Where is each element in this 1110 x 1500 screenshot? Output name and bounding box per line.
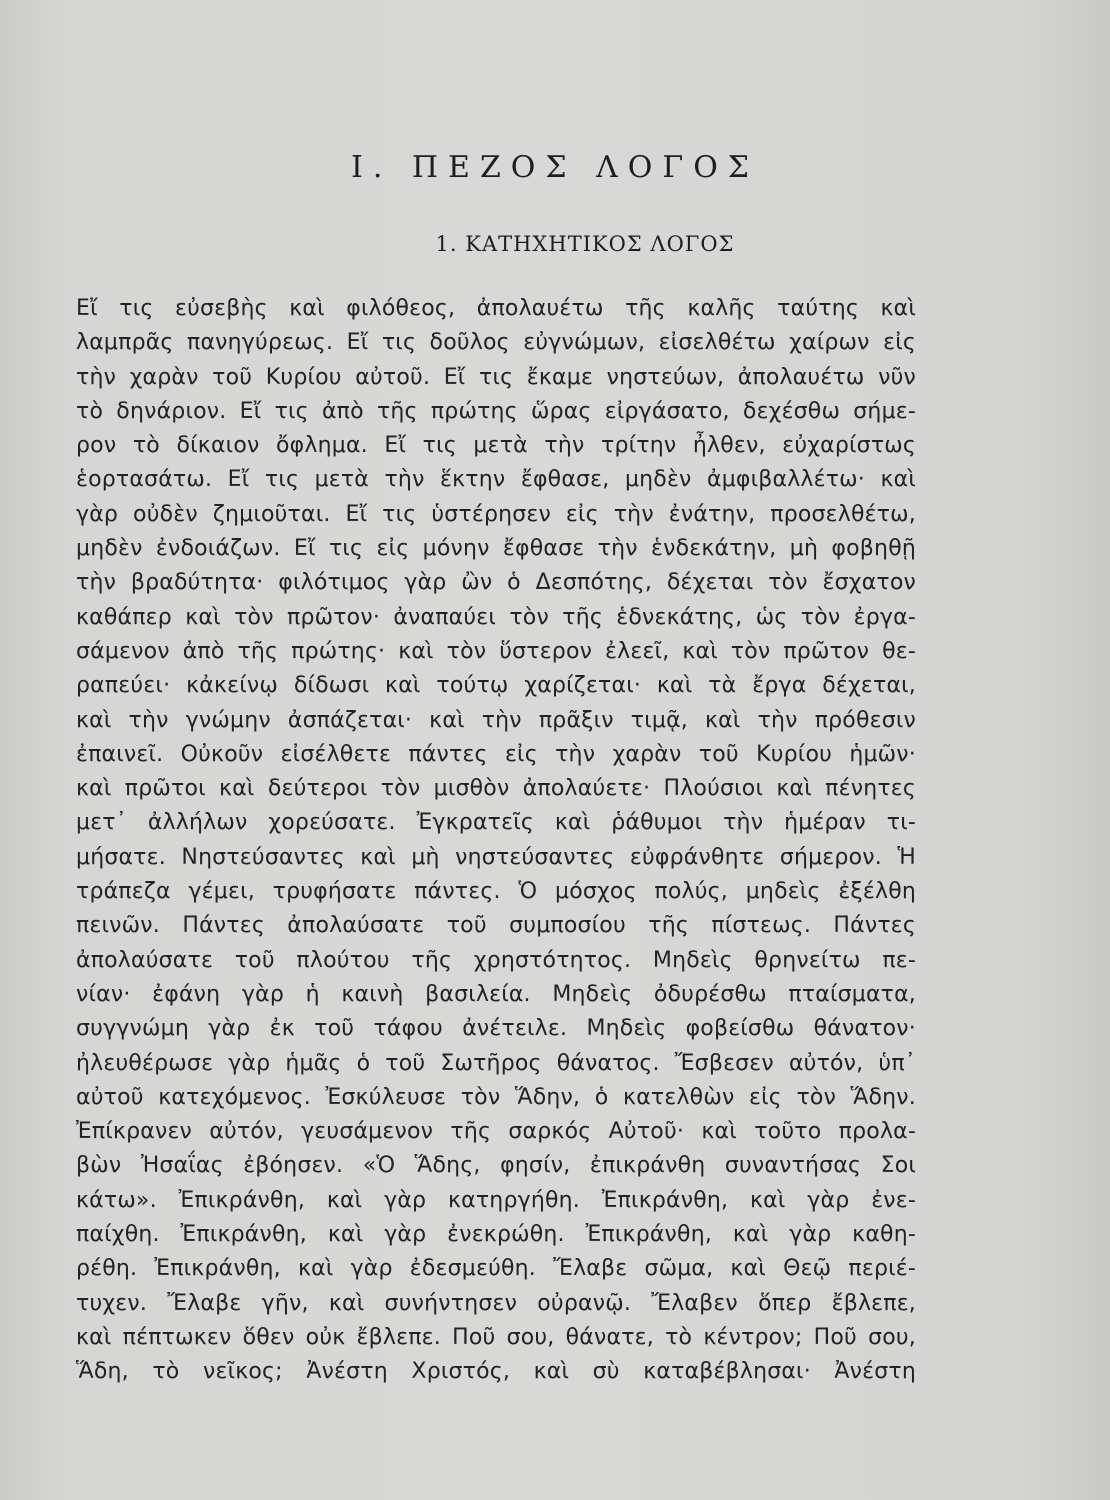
text-line: γὰρ οὐδὲν ζημιοῦται. Εἴ τις ὑστέρησεν εἰς τὴν ἐνάτην, προσελθέτω, bbox=[76, 501, 916, 527]
text-line: τυχεν. Ἔλαβε γῆν, καὶ συνήντησεν οὐρανῷ. Ἔλαβεν ὅπερ ἔβλεπε, bbox=[76, 1290, 916, 1316]
text-line: ρέθη. Ἐπικράνθη, καὶ γὰρ ἐδεσμεύθη. Ἔλαβε σῶμα, καὶ Θεῷ περιέ- bbox=[76, 1256, 916, 1282]
part-title: Ι. ΠΕΖΟΣ ΛΟΓΟΣ bbox=[350, 150, 760, 185]
text-line: μηδὲν ἐνδοιάζων. Εἴ τις εἰς μόνην ἔφθασε τὴν ἑνδεκάτην, μὴ φοβηθῇ bbox=[76, 536, 916, 562]
body-text bbox=[76, 292, 916, 1390]
text-line: ἠλευθέρωσε γὰρ ἡμᾶς ὁ τοῦ Σωτῆρος θάνατος. Ἔσβεσεν αὐτόν, ὑπ᾽ bbox=[76, 1050, 916, 1076]
text-line: μετ᾽ ἀλλήλων χορεύσατε. Ἐγκρατεῖς καὶ ῥάθυμοι τὴν ἡμέραν τι- bbox=[76, 810, 916, 836]
text-line: καὶ πρῶτοι καὶ δεύτεροι τὸν μισθὸν ἀπολαύετε· Πλούσιοι καὶ πένητες bbox=[76, 776, 916, 802]
text-line: αὐτοῦ κατεχόμενος. Ἐσκύλευσε τὸν Ἅδην, ὁ κατελθὼν εἰς τὸν Ἅδην. bbox=[76, 1084, 916, 1110]
text-line: παίχθη. Ἐπικράνθη, καὶ γὰρ ἐνεκρώθη. Ἐπικράνθη, καὶ γὰρ καθη- bbox=[76, 1222, 916, 1248]
text-line: ραπεύει· κἀκείνῳ δίδωσι καὶ τούτῳ χαρίζεται· καὶ τὰ ἔργα δέχεται, bbox=[76, 673, 916, 699]
text-line: ἑορτασάτω. Εἴ τις μετὰ τὴν ἕκτην ἔφθασε, μηδὲν ἀμφιβαλλέτω· καὶ bbox=[76, 467, 916, 493]
text-line: μήσατε. Νηστεύσαντες καὶ μὴ νηστεύσαντες εὐφράνθητε σήμερον. Ἡ bbox=[76, 844, 916, 870]
text-line: τὸ δηνάριον. Εἴ τις ἀπὸ τῆς πρώτης ὥρας εἰργάσατο, δεχέσθω σήμε- bbox=[76, 398, 916, 424]
text-line: Εἴ τις εὐσεβὴς καὶ φιλόθεος, ἀπολαυέτω τῆς καλῆς ταύτης καὶ bbox=[76, 296, 916, 321]
text-line: τὴν βραδύτητα· φιλότιμος γὰρ ὢν ὁ Δεσπότης, δέχεται τὸν ἔσχατον bbox=[76, 570, 916, 596]
text-line: ἐπαινεῖ. Οὐκοῦν εἰσέλθετε πάντες εἰς τὴν χαρὰν τοῦ Κυρίου ἡμῶν· bbox=[76, 741, 916, 767]
text-line: νίαν· ἐφάνη γὰρ ἡ καινὴ βασιλεία. Μηδεὶς ὀδυρέσθω πταίσματα, bbox=[76, 981, 916, 1007]
text-line: συγγνώμη γὰρ ἐκ τοῦ τάφου ἀνέτειλε. Μηδεὶς φοβείσθω θάνατον· bbox=[76, 1016, 916, 1042]
text-line: βὼν Ἠσαΐας ἐβόησεν. «Ὁ Ἅδης, φησίν, ἐπικράνθη συναντήσας Σοι bbox=[76, 1153, 916, 1179]
text-line: λαμπρᾶς πανηγύρεως. Εἴ τις δοῦλος εὐγνώμων, εἰσελθέτω χαίρων εἰς bbox=[76, 330, 916, 356]
text-line: τὴν χαρὰν τοῦ Κυρίου αὐτοῦ. Εἴ τις ἔκαμε νηστεύων, ἀπολαυέτω νῦν bbox=[76, 364, 916, 390]
text-line: κάτω». Ἐπικράνθη, καὶ γὰρ κατηργήθη. Ἐπικράνθη, καὶ γὰρ ἐνε- bbox=[76, 1187, 916, 1213]
text-line: Ἐπίκρανεν αὐτόν, γευσάμενον τῆς σαρκός Αὐτοῦ· καὶ τοῦτο προλα- bbox=[76, 1119, 916, 1145]
text-line: σάμενον ἀπὸ τῆς πρώτης· καὶ τὸν ὕστερον ἐλεεῖ, καὶ τὸν πρῶτον θε- bbox=[76, 638, 916, 664]
text-line: Ἅδη, τὸ νεῖκος; Ἀνέστη Χριστός, καὶ σὺ καταβέβλησαι· Ἀνέστη bbox=[76, 1359, 916, 1385]
text-line: τράπεζα γέμει, τρυφήσατε πάντες. Ὁ μόσχος πολύς, μηδεὶς ἐξέλθη bbox=[76, 879, 916, 905]
text-line: ρον τὸ δίκαιον ὄφλημα. Εἴ τις μετὰ τὴν τρίτην ἦλθεν, εὐχαρίστως bbox=[76, 433, 916, 459]
section-title: 1. ΚΑΤΗΧΗΤΙΚΟΣ ΛΟΓΟΣ bbox=[435, 232, 735, 256]
text-line: καὶ τὴν γνώμην ἀσπάζεται· καὶ τὴν πρᾶξιν τιμᾷ, καὶ τὴν πρόθεσιν bbox=[76, 707, 916, 733]
text-line: καὶ πέπτωκεν ὅθεν οὐκ ἔβλεπε. Ποῦ σου, θάνατε, τὸ κέντρον; Ποῦ σου, bbox=[76, 1324, 916, 1350]
text-line: πεινῶν. Πάντες ἀπολαύσατε τοῦ συμποσίου τῆς πίστεως. Πάντες bbox=[76, 913, 916, 939]
text-line: καθάπερ καὶ τὸν πρῶτον· ἀναπαύει τὸν τῆς ἑδνεκάτης, ὡς τὸν ἐργα- bbox=[76, 604, 916, 630]
text-line: ἀπολαύσατε τοῦ πλούτου τῆς χρηστότητος. Μηδεὶς θρηνείτω πε- bbox=[76, 947, 916, 973]
